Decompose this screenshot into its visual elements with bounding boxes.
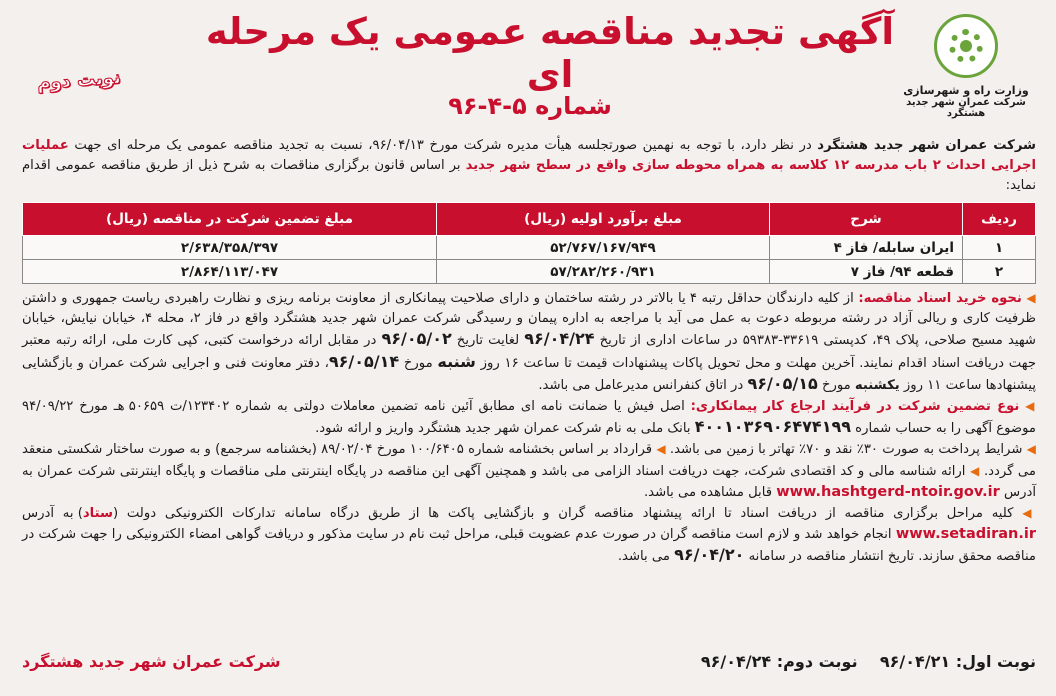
publication-round: نوبت دوم bbox=[36, 67, 122, 94]
cell-description: ایران سابله/ فاز ۴ bbox=[770, 236, 963, 260]
cell-row-number: ۱ bbox=[963, 236, 1036, 260]
header-logo-block bbox=[896, 14, 1036, 119]
section-text: مورخ bbox=[817, 377, 855, 393]
date-submission: ۹۶/۰۵/۱۴ bbox=[328, 351, 400, 371]
notice-number: شماره ۵-۴-۹۶ bbox=[448, 92, 612, 120]
col-guarantee: مبلغ تضمین شرکت در مناقصه (ریال) bbox=[23, 203, 437, 236]
section-text: در مقابل ارائه درخواست کتبی، کپی کارت ملی، ارائه رتبه معتبر جهت دریافت اسناد اقدام نمایند. آخرین مهلت و محل تحویل پاکات پیشنهادات قیمت تا ساعت ۱۶ روز bbox=[22, 333, 1036, 371]
section-text: مورخ bbox=[399, 355, 438, 371]
bullet-triangle-icon: ◀ bbox=[1022, 506, 1036, 521]
section-text: بانک ملی به نام شرکت عمران شهر جدید هشتگرد واریز و ارائه شود. bbox=[315, 421, 695, 437]
section-text: لغایت تاریخ bbox=[451, 333, 525, 349]
section-text: می باشد. bbox=[617, 549, 675, 565]
table-row bbox=[23, 260, 1036, 284]
intro-text-2: بر اساس قانون برگزاری مناقصات به شرح ذیل از طریق مناقصه عمومی اقدام نماید: bbox=[22, 158, 1036, 193]
section-document-purchase bbox=[22, 288, 1036, 396]
bullet-triangle-icon: ◀ bbox=[1026, 442, 1036, 457]
publish-date: ۹۶/۰۴/۲۰ bbox=[674, 545, 745, 565]
ministry-name: وزارت راه و شهرسازی bbox=[903, 84, 1029, 97]
section-text: در اتاق کنفرانس مدیرعامل می باشد. bbox=[538, 377, 748, 393]
section-electronic-process bbox=[22, 503, 1036, 568]
col-description: شرح bbox=[770, 203, 963, 236]
tender-table bbox=[22, 202, 1036, 284]
notice-footer bbox=[22, 648, 1036, 678]
date-end: ۹۶/۰۵/۰۲ bbox=[381, 329, 452, 349]
section-text: از کلیه دارندگان حداقل رتبه ۴ یا بالاتر در رشته ساختمان و دارای صلاحیت پیمانکاری از معاونت برنامه ریزی و نظارت راهبردی ریاست جمهوری و داشتن ظرفیت کاری و ریالی آزاد در رشته مربوطه دعوت به عمل می آید با مراجعه به اداره پیمان و رسیدگی شرکت عمران شهر جدید هشتگرد واقع در فاز ۲، محله ۴، خیابان نیایش، خیابان شهید مسیح صلاحی، پلاک ۴۹، کدپستی ۳۳۶۱۹-۵۹۳۸۳ در ساعات اداری از تاریخ bbox=[22, 291, 1036, 349]
section-text: ارائه شناسه مالی و کد اقتصادی شرکت، جهت دریافت اسناد الزامی می باشد و همچنین آگهی این مناقصه در پایگاه اینترنتی ملی مناقصات و پایگاه اینترنتی شرکت عمران به آدرس bbox=[22, 463, 1036, 500]
section-payment-terms bbox=[22, 439, 1036, 503]
bullet-triangle-icon: ◀ bbox=[656, 442, 666, 457]
section-text: کلیه مراحل برگزاری مناقصه از دریافت اسناد تا ارائه پیشنهاد مناقصه گران و بازگشایی پاکت ها از طریق درگاه سامانه تدارکات الکترونیکی دولت ( bbox=[112, 506, 1014, 522]
publication-dates bbox=[701, 652, 1036, 671]
section-text: شرایط پرداخت به صورت ۳۰٪ نقد و ۷۰٪ تهاتر با زمین می باشد. bbox=[669, 442, 1023, 458]
intro-company: شرکت عمران شهر جدید هشتگرد bbox=[817, 138, 1037, 153]
first-round-date: ۹۶/۰۴/۲۱ bbox=[879, 652, 951, 671]
table-row bbox=[23, 236, 1036, 260]
day-submission: شنبه bbox=[437, 351, 476, 371]
setad-name: ستاد bbox=[82, 506, 113, 522]
cell-guarantee: ۲/۶۳۸/۳۵۸/۳۹۷ bbox=[23, 236, 437, 260]
date-opening: ۹۶/۰۵/۱۵ bbox=[747, 373, 818, 393]
second-round-date: ۹۶/۰۴/۲۴ bbox=[700, 652, 772, 671]
cell-estimate: ۵۷/۲۸۲/۲۶۰/۹۳۱ bbox=[437, 260, 770, 284]
company-logo-icon bbox=[934, 14, 998, 78]
col-estimate: مبلغ برآورد اولیه (ریال) bbox=[437, 203, 770, 236]
bullet-triangle-icon: ◀ bbox=[1026, 291, 1036, 305]
intro-project: عملیات اجرایی احداث ۲ باب مدرسه ۱۲ کلاسه به همراه محوطه سازی واقع در سطح شهر جدید bbox=[22, 138, 1036, 173]
section-guarantee bbox=[22, 396, 1036, 439]
intro-paragraph bbox=[22, 136, 1036, 196]
intro-text-1: در نظر دارد، با توجه به نهمین صورتجلسه هیأت مدیره شرکت مورخ ۹۶/۰۴/۱۳، نسبت به تجدید مناقصه عمومی یک مرحله ای جهت bbox=[68, 138, 818, 153]
table-header-row bbox=[23, 203, 1036, 236]
date-start: ۹۶/۰۴/۲۴ bbox=[524, 329, 595, 349]
cell-estimate: ۵۲/۷۶۷/۱۶۷/۹۴۹ bbox=[437, 236, 770, 260]
company-website-link[interactable]: www.hashtgerd-ntoir.gov.ir bbox=[776, 483, 1000, 500]
section-text: ، دفتر معاونت فنی و اجرایی شرکت عمران و بازگشایی پیشنهادها ساعت ۱۱ روز bbox=[22, 355, 1036, 393]
section-text: انجام خواهد شد و لازم است مناقصه گران در صورت عدم عضویت قبلی، مراحل ثبت نام در سایت مذکور و دریافت گواهی امضاء الکترونیکی را جهت شرکت در مناقصه محقق سازند. تاریخ انتشار مناقصه در سامانه bbox=[22, 527, 1036, 565]
cell-guarantee: ۲/۸۶۴/۱۱۳/۰۴۷ bbox=[23, 260, 437, 284]
bank-account-number: ۴۰۰۱۰۳۶۹۰۶۴۷۴۱۹۹ bbox=[694, 417, 851, 437]
second-round-label: نوبت دوم: bbox=[776, 652, 858, 671]
bullet-triangle-icon: ◀ bbox=[1025, 399, 1036, 414]
section-text: قرارداد بر اساس بخشنامه شماره ۱۰۰/۶۴۰۵ مورخ ۸۹/۰۲/۰۴ (بخشنامه سرجمع) و به صورت ساختار شکستی منعقد می گردد. bbox=[22, 442, 1036, 479]
section-text: اصل فیش یا ضمانت نامه ای مطابق آئین نامه تضمین معاملات دولتی به شماره ۱۲۳۴۰۲/ت ۵۰۶۵۹ هـ مورخ ۹۴/۰۹/۲۲ موضوع آگهی را به حساب شماره bbox=[22, 399, 1036, 437]
notice-title: آگهی تجدید مناقصه عمومی یک مرحله ای bbox=[205, 10, 895, 96]
section-heading: نوع تضمین شرکت در فرآیند ارجاع کار پیمانکاری: bbox=[690, 399, 1020, 415]
section-text: ) به آدرس bbox=[22, 506, 83, 522]
setad-website-link[interactable]: www.setadiran.ir bbox=[895, 526, 1036, 543]
first-round-label: نوبت اول: bbox=[955, 652, 1036, 671]
bullet-triangle-icon: ◀ bbox=[969, 463, 980, 478]
company-name-small: شرکت عمران شهر جدید هشتگرد bbox=[906, 97, 1026, 119]
section-text: قابل مشاهده می باشد. bbox=[643, 484, 777, 500]
section-heading: نحوه خرید اسناد مناقصه: bbox=[858, 291, 1022, 306]
col-row-number: ردیف bbox=[963, 203, 1036, 236]
signature: شرکت عمران شهر جدید هشتگرد bbox=[22, 652, 281, 671]
cell-description: قطعه ۹۴/ فاز ۷ bbox=[770, 260, 963, 284]
day-opening: یکشنبه bbox=[854, 377, 900, 393]
notice-body bbox=[22, 288, 1036, 568]
cell-row-number: ۲ bbox=[963, 260, 1036, 284]
